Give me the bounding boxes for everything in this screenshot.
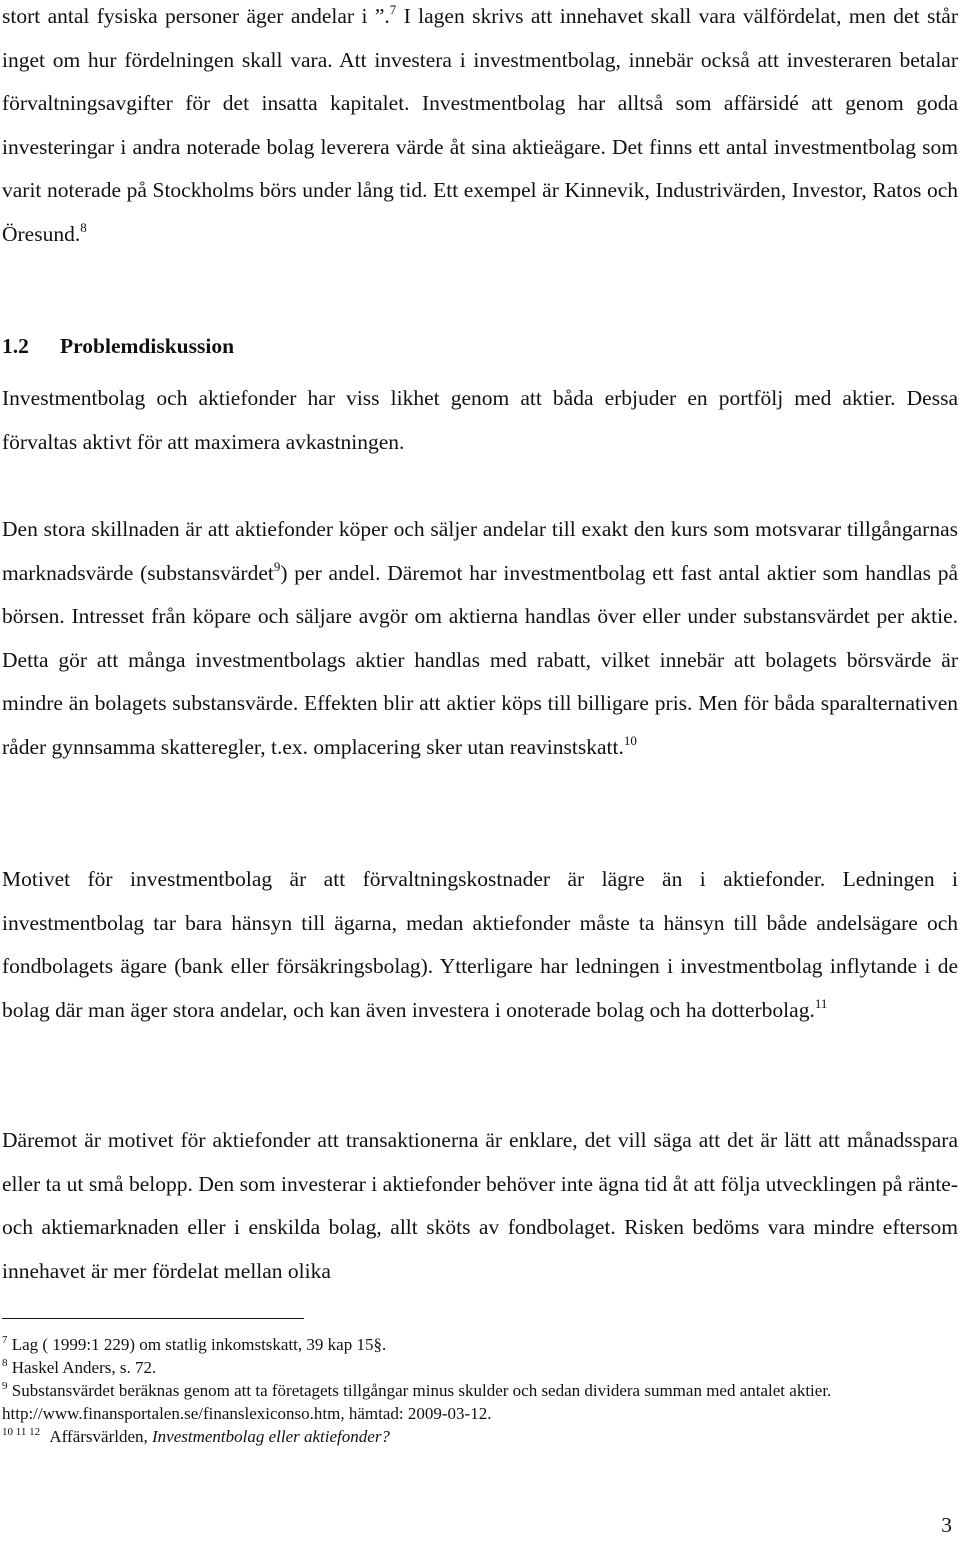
footnote-text: Lag ( 1999:1 229) om statlig inkomstskatt, 39 kap 15§. [11,1335,387,1354]
paragraph-text: Motivet för investmentbolag är att förvaltningskostnader är lägre än i aktiefonder. Ledningen i investmentbolag tar bara hänsyn till ägarna, medan aktiefonder måste ta hänsyn till både andelsägare och fondbolagets ägare (bank eller försäkringsbolag). Ytterligare har ledningen i investmentbolag inflytande i de bolag där man äger stora andelar, och kan även investera i onoterade bolag och ha dotterbolag. [2,867,958,1022]
footnote-7 [2,1333,952,1356]
paragraph-text: stort antal fysiska personer äger andelar i ”. [2,4,390,28]
footnote-mark: 10 11 12 [2,1426,41,1438]
footnote-separator [2,1318,304,1319]
paragraph-2: Investmentbolag och aktiefonder har viss likhet genom att båda erbjuder en portfölj med aktier. Dessa förvaltas aktivt för att maximera avkastningen. [2,386,958,454]
footnote-ref[interactable]: 9 [273,558,281,574]
footnote-mark: 9 [2,1380,8,1392]
footnote-ref[interactable]: 7 [389,2,397,17]
section-title: Problemdiskussion [60,334,235,358]
footnote-source: Affärsvärlden, [49,1427,152,1446]
footnote-mark: 8 [2,1357,8,1369]
section-number: 1.2 [2,334,29,358]
footnote-text: Substansvärdet beräknas genom att ta företagets tillgångar minus skulder och sedan dividera summan med antalet aktier. [11,1381,832,1400]
footnote-8 [2,1356,952,1379]
footnote-title: Investmentbolag eller aktiefonder? [152,1427,390,1446]
paragraph-text: I lagen skrivs att innehavet skall vara välfördelat, men det står inget om hur fördelningen skall vara. Att investera i investmentbolag, innebär också att investeraren betalar förvaltningsavgifter för det insatta kapitalet. Investmentbolag har alltså som affärsidé att genom goda investeringar i andra noterade bolag leverera värde åt sina aktieägare. Det finns ett antal investmentbolag som varit noterade på Stockholms börs under lång tid. Ett exempel är Kinnevik, Industrivärden, Investor, Ratos och Öresund. [2,4,958,246]
footnote-ref[interactable]: 8 [80,219,87,235]
paragraph-text: Den stora skillnaden är att aktiefonder köper och säljer andelar till exakt den kurs som motsvarar tillgångarnas marknadsvärde (substansvärdet [2,517,958,585]
footnote-ref[interactable]: 10 [623,732,637,748]
section-heading [2,334,234,359]
footnote-link[interactable]: http://www.finansportalen.se/finanslexiconso.htm [2,1404,341,1423]
footnote-text: , hämtad: 2009-03-12. [340,1404,492,1423]
paragraph-5: Däremot är motivet för aktiefonder att transaktionerna är enklare, det vill säga att det är lätt att månadsspara eller ta ut små belopp. Den som investerar i aktiefonder behöver inte ägna tid åt att följa utvecklingen på ränte- och aktiemarknaden eller i enskilda bolag, allt sköts av fondbolaget. Risken bedöms vara mindre eftersom innehavet är mer fördelat mellan olika [2,1128,958,1283]
paragraph-1 [2,0,958,256]
paragraph-3 [2,508,958,769]
footnotes [2,1333,952,1448]
footnote-mark: 7 [2,1334,8,1346]
paragraph-text: ) per andel. Däremot har investmentbolag ett fast antal aktier som handlas på börsen. Intresset från köpare och säljare avgör om aktierna handlas över eller under substansvärdet per aktie. Detta gör att många investmentbolags aktier handlas med rabatt, vilket innebär att bolagets börsvärde är mindre än bolagets substansvärde. Effekten blir att aktier köps till billigare pris. Men för båda sparalternativen råder gynnsamma skatteregler, t.ex. omplacering sker utan reavinstskatt. [2,560,958,759]
footnote-ref[interactable]: 11 [814,995,828,1011]
paragraph-4 [2,858,958,1032]
footnote-text: Haskel Anders, s. 72. [11,1358,157,1377]
footnote-10-11-12 [2,1425,952,1448]
footnote-9 [2,1379,952,1425]
page-number: 3 [941,1513,952,1537]
